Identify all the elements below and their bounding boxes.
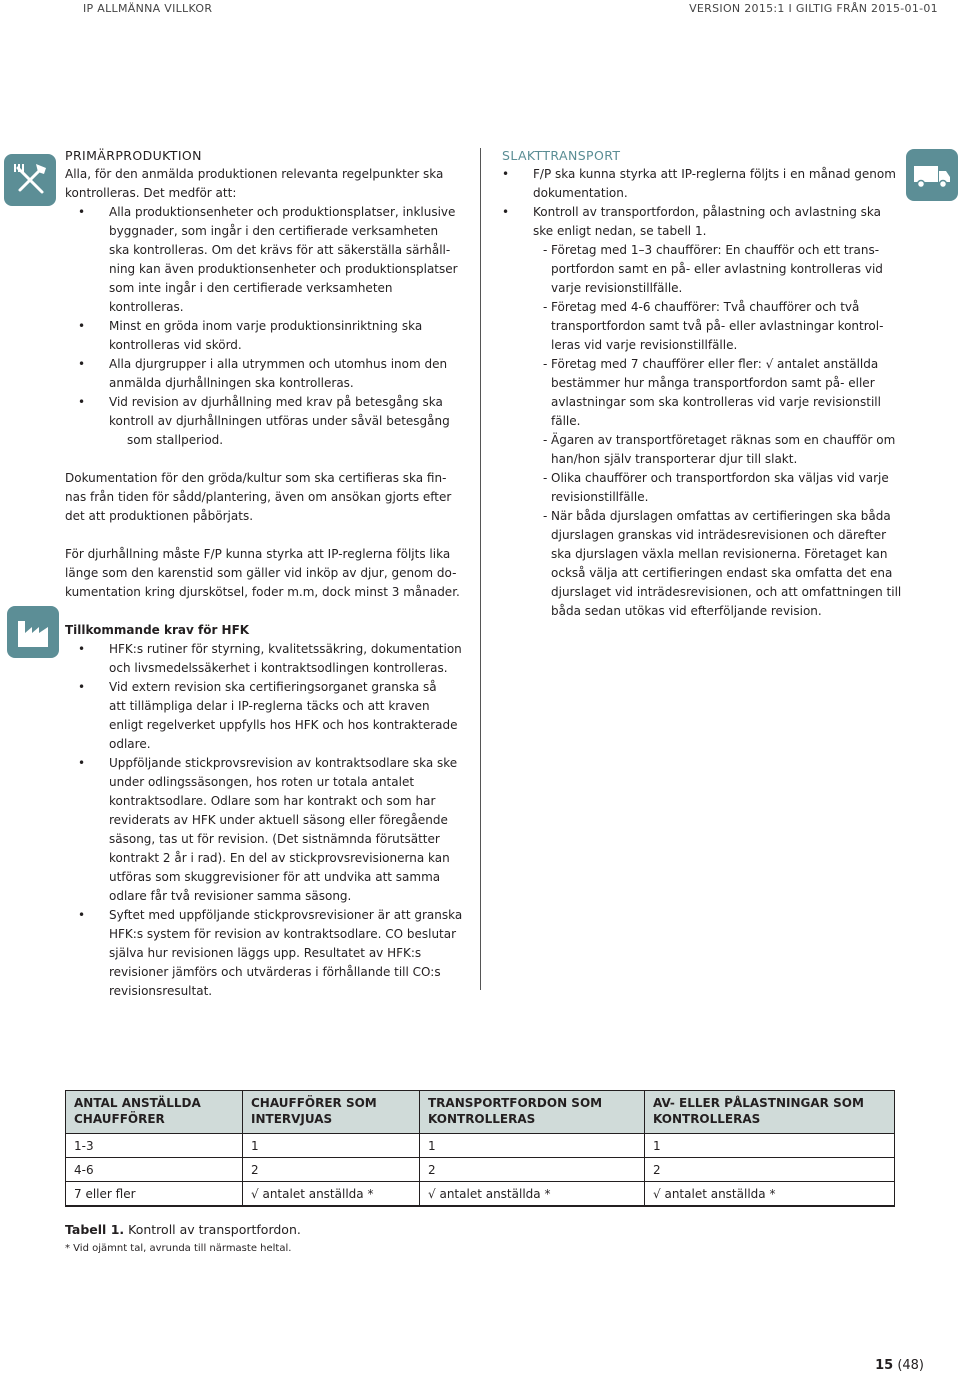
line: - Företag med 1–3 chaufförer: En chaufför och ett trans- (551, 243, 880, 257)
line: • Alla djurgrupper i alla utrymmen och utomhus inom den (109, 357, 448, 371)
line: anmälda djurhållningen ska kontrolleras. (109, 376, 354, 390)
table-cell: 1 (645, 1134, 895, 1158)
line: kumentation kring djurskötsel, foder m.m, dock minst 3 månader. (65, 585, 460, 599)
intro-line: kontrolleras. Det medför att: (65, 186, 237, 200)
header-line: TRANSPORTFORDON SOM (428, 1096, 603, 1110)
right-column (502, 146, 902, 621)
hfk-title: Tillkommande krav för HFK (65, 623, 250, 637)
table-cell: 4-6 (66, 1158, 243, 1182)
line: kontrakt 2 år i rad). En del av stickprovsrevisionerna kan (109, 851, 450, 865)
table-header-cell (645, 1091, 895, 1134)
line: - Företag med 7 chaufförer eller fler: √ antalet anställda (551, 357, 879, 371)
line: odlare. (109, 737, 151, 751)
left-column (65, 146, 465, 1001)
line: kontrolleras vid skörd. (109, 338, 242, 352)
line: utföras som skuggrevisioner för att undvika att samma (109, 870, 441, 884)
line: ska djurslagen växla mellan revisionerna. Företaget kan (551, 547, 888, 561)
slaughter-transport-title: SLAKTTRANSPORT (502, 148, 621, 163)
line: • Alla produktionsenheter och produktionsplatser, inklusive (109, 205, 456, 219)
line: bestämmer hur många transportfordon samt på- eller (551, 376, 875, 390)
line: ske enligt nedan, se tabell 1. (533, 224, 707, 238)
truck-icon (906, 149, 958, 201)
list-item (502, 298, 902, 355)
list-item (65, 754, 465, 906)
tools-fork-shovel-icon (4, 154, 56, 206)
list-item (65, 678, 465, 754)
header-line: KONTROLLERAS (653, 1112, 761, 1126)
documentation-paragraph (65, 469, 465, 526)
line: portfordon samt en på- eller avlastning kontrolleras vid (551, 262, 883, 276)
line: - Företag med 4-6 chaufförer: Två chaufförer och två (551, 300, 860, 314)
table-cell: 2 (243, 1158, 420, 1182)
table-row (66, 1182, 895, 1207)
page-current: 15 (875, 1358, 894, 1373)
header-left: IP ALLMÄNNA VILLKOR (83, 2, 213, 15)
line: • Vid revision av djurhållning med krav på betesgång ska (109, 395, 443, 409)
table-header-row (66, 1091, 895, 1134)
line: fälle. (551, 414, 581, 428)
column-divider (480, 148, 481, 990)
line: - Olika chaufförer och transportfordon ska väljas vid varje (551, 471, 889, 485)
line: kontroll av djurhållningen utföras under såväl betesgång (109, 414, 450, 428)
line: varje revisionstillfälle. (551, 281, 683, 295)
list-item (502, 355, 902, 431)
line: att tillämpliga delar i IP-reglerna täcks och att kraven (109, 699, 430, 713)
factory-icon (7, 606, 59, 658)
line: transportfordon samt två på- eller avlastningar kontrol- (551, 319, 884, 333)
list-item (65, 640, 465, 678)
list-item (502, 431, 902, 469)
line: • Kontroll av transportfordon, pålastning och avlastning ska (533, 205, 881, 219)
line: • HFK:s rutiner för styrning, kvalitetssäkring, dokumentation (109, 642, 462, 656)
table-cell: 2 (420, 1158, 645, 1182)
line: ning kan även produktionsenheter och produktionsplatser (109, 262, 458, 276)
line: ska kontrolleras. Om det krävs för att säkerställa särhåll- (109, 243, 451, 257)
primary-bullets (65, 203, 465, 450)
list-item (65, 355, 465, 393)
line: också välja att certifieringen endast ska omfatta det ena (551, 566, 893, 580)
table-caption (65, 1222, 301, 1237)
line: han/hon själv transporterar djur till slakt. (551, 452, 798, 466)
list-item (502, 507, 902, 621)
list-item (502, 469, 902, 507)
line: revisionsresultat. (109, 984, 213, 998)
line: revisionstillfälle. (551, 490, 649, 504)
table-row (66, 1134, 895, 1158)
animal-husbandry-paragraph (65, 545, 465, 602)
header-line: ANTAL ANSTÄLLDA (74, 1096, 201, 1110)
line: • Syftet med uppföljande stickprovsrevisioner är att granska (109, 908, 463, 922)
list-item (65, 317, 465, 355)
header-line: KONTROLLERAS (428, 1112, 536, 1126)
table-footnote: * Vid ojämnt tal, avrunda till närmaste heltal. (65, 1243, 292, 1254)
page-total: (48) (897, 1358, 924, 1373)
table-header-cell (420, 1091, 645, 1134)
line: nas från tiden för sådd/plantering, även om ansökan gjorts efter (65, 490, 452, 504)
table-header-cell (243, 1091, 420, 1134)
intro-paragraph (65, 165, 465, 203)
table-cell: 1-3 (66, 1134, 243, 1158)
line: byggnader, som ingår i den certifierade verksamheten (109, 224, 439, 238)
caption-text: Kontroll av transportfordon. (124, 1222, 301, 1237)
line: som inte ingår i den certifierade verksamheten kontrolleras. (109, 281, 393, 314)
list-item (65, 203, 465, 317)
line: HFK:s system för revision av kontraktsodlare. CO beslutar (109, 927, 457, 941)
table-cell: 2 (645, 1158, 895, 1182)
line: • F/P ska kunna styrka att IP-reglerna följts i en månad genom (533, 167, 896, 181)
line: säsong, tas ut för revision. (Det sistnämnda förutsätter (109, 832, 440, 846)
line: länge som den karenstid som gäller vid inköp av djur, genom do- (65, 566, 457, 580)
line: och livsmedelssäkerhet i kontraktsodlingen kontrolleras. (109, 661, 448, 675)
header-line: INTERVJUAS (251, 1112, 333, 1126)
line: leras vid varje revisionstillfälle. (551, 338, 738, 352)
table-cell: 1 (243, 1134, 420, 1158)
line: avlastningar som ska kontrolleras vid varje revisionstill (551, 395, 881, 409)
line: - När båda djurslagen omfattas av certifieringen ska båda (551, 509, 891, 523)
line: • Uppföljande stickprovsrevision av kontraktsodlare ska ske (109, 756, 458, 770)
table-cell: √ antalet anställda * (420, 1182, 645, 1207)
header-line: CHAUFFÖRER (74, 1112, 165, 1126)
line: dokumentation. (533, 186, 628, 200)
list-item (65, 906, 465, 1001)
transport-dash-list (502, 241, 902, 621)
line: kontraktsodlare. Odlare som har kontrakt och som har (109, 794, 436, 808)
table-header-cell (66, 1091, 243, 1134)
list-item (502, 241, 902, 298)
line: som stallperiod. (127, 433, 224, 447)
line: under odlingssäsongen, hos roten ur totala antalet (109, 775, 415, 789)
table-cell: √ antalet anställda * (243, 1182, 420, 1207)
table-cell: √ antalet anställda * (645, 1182, 895, 1207)
line: • Minst en gröda inom varje produktionsinriktning ska (109, 319, 423, 333)
hfk-bullets (65, 640, 465, 1001)
primary-production-title: PRIMÄRPRODUKTION (65, 148, 202, 163)
line: det att produktionen påbörjats. (65, 509, 254, 523)
line: själva hur revisionen läggs upp. Resultatet av HFK:s (109, 946, 422, 960)
list-item (65, 393, 465, 450)
transport-bullets (502, 165, 902, 241)
header-line: AV- ELLER PÅLASTNINGAR SOM (653, 1096, 864, 1110)
caption-label: Tabell 1. (65, 1222, 125, 1237)
table-cell: 7 eller fler (66, 1182, 243, 1207)
line: djurslaget vid inträdesrevisionen, och att omfattningen till (551, 585, 902, 599)
line: • Vid extern revision ska certifieringsorganet granska så (109, 680, 437, 694)
page-number (875, 1358, 924, 1373)
table-row (66, 1158, 895, 1182)
line: reviderats av HFK under aktuell säsong eller föregående (109, 813, 448, 827)
line: enligt regelverket uppfylls hos HFK och hos kontrakterade (109, 718, 458, 732)
table-cell: 1 (420, 1134, 645, 1158)
header-line: CHAUFFÖRER SOM (251, 1096, 377, 1110)
list-item (502, 203, 902, 241)
line: - Ägaren av transportföretaget räknas som en chaufför om (551, 433, 896, 447)
line: revisioner jämförs och utvärderas i förhållande till CO:s (109, 965, 441, 979)
list-item (502, 165, 902, 203)
header-right: VERSION 2015:1 I GILTIG FRÅN 2015-01-01 (689, 2, 938, 15)
transport-table (65, 1090, 895, 1207)
line: djurslagen granskas vid inträdesrevisionen och därefter (551, 528, 887, 542)
intro-line: Alla, för den anmälda produktionen relevanta regelpunkter ska (65, 167, 444, 181)
line: Dokumentation för den gröda/kultur som ska certifieras ska fin- (65, 471, 447, 485)
line: båda sedan utökas vid efterföljande revision. (551, 604, 822, 618)
line: För djurhållning måste F/P kunna styrka att IP-reglerna följts lika (65, 547, 451, 561)
line: odlare får två revisioner samma säsong. (109, 889, 352, 903)
